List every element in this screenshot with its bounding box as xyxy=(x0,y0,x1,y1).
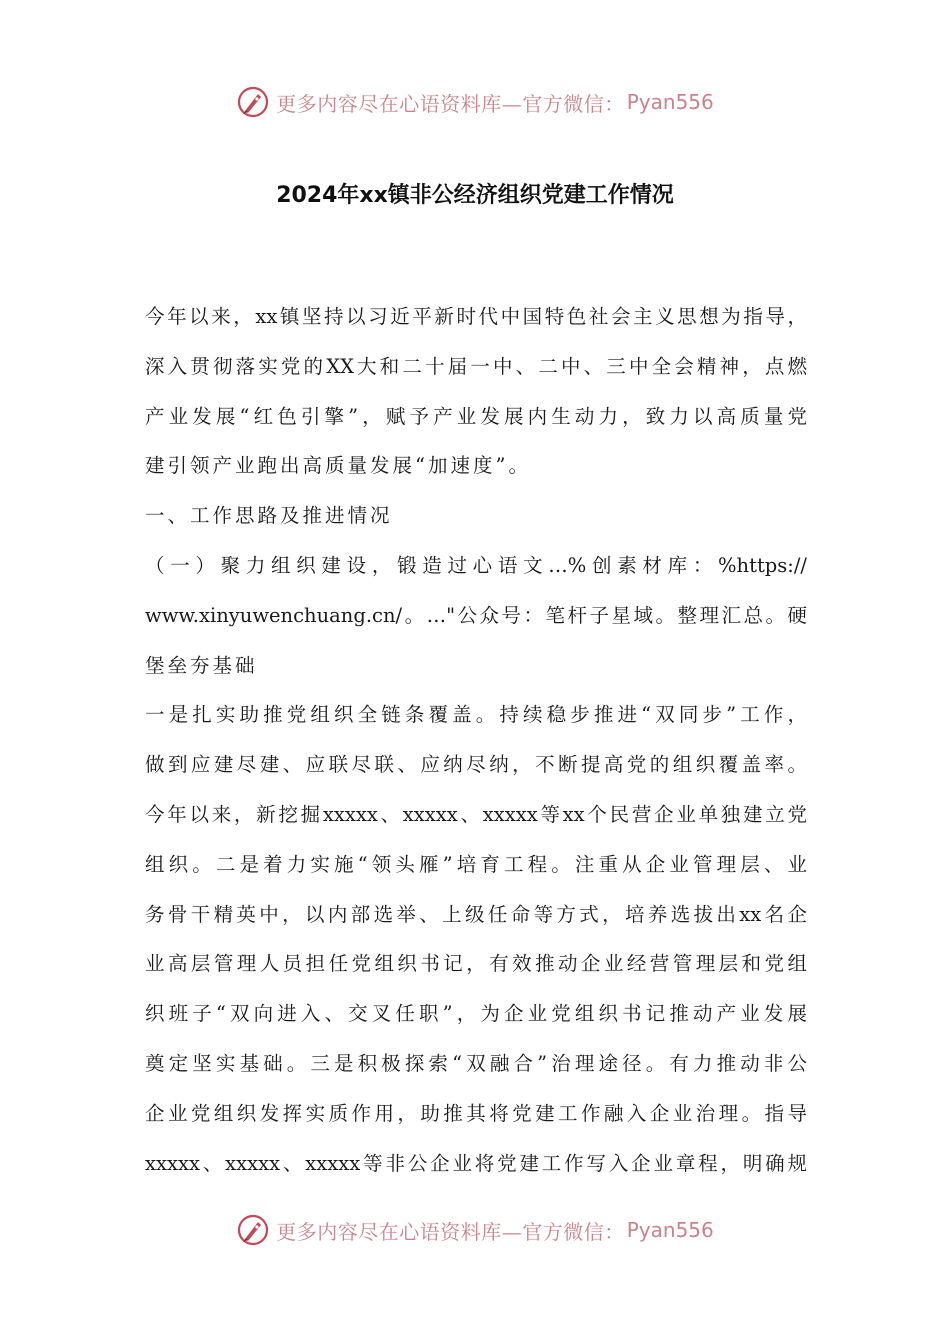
body-line: 一是扎实助推党组织全链条覆盖。持续稳步推进“双同步”工作， xyxy=(145,703,807,727)
pen-nib-logo-icon xyxy=(236,1213,270,1247)
body-line: 业高层管理人员担任党组织书记，有效推动企业经营管理层和党组 xyxy=(145,952,807,976)
subsection-heading: www.xinyuwenchuang.cn/。…"公众号：笔杆子星域。整理汇总。硬 xyxy=(145,603,807,627)
watermark-text: 更多内容尽在心语资料库—官方微信： xyxy=(276,91,625,116)
header-watermark xyxy=(0,80,950,124)
watermark-wechat-id: Pyan556 xyxy=(626,90,714,114)
body-line: 组织。二是着力实施“领头雁”培育工程。注重从企业管理层、业 xyxy=(145,852,807,876)
section-heading: 一、工作思路及推进情况 xyxy=(145,504,393,528)
subsection-heading: （一）聚力组织建设，锻造过心语文…%创素材库：%https:// xyxy=(145,553,807,577)
body-line: 建引领产业跑出高质量发展“加速度”。 xyxy=(145,454,531,478)
body-line: 企业党组织发挥实质作用，助推其将党建工作融入企业治理。指导 xyxy=(145,1101,807,1125)
watermark-wechat-id: Pyan556 xyxy=(626,1218,714,1242)
document-title: 2024年xx镇非公经济组织党建工作情况 xyxy=(276,183,674,208)
body-line: 深入贯彻落实党的XX大和二十届一中、二中、三中全会精神，点燃 xyxy=(145,354,807,378)
body-line: 务骨干精英中，以内部选举、上级任命等方式，培养选拔出xx名企 xyxy=(145,902,807,926)
document-body xyxy=(145,292,807,1188)
pen-nib-logo-icon xyxy=(236,85,270,119)
footer-watermark xyxy=(0,1208,950,1252)
body-line: 今年以来，xx镇坚持以习近平新时代中国特色社会主义思想为指导， xyxy=(145,305,807,328)
body-line: 奠定坚实基础。三是积极探索“双融合”治理途径。有力推动非公 xyxy=(145,1051,807,1075)
body-line: 产业发展“红色引擎”，赋予产业发展内生动力，致力以高质量党 xyxy=(145,404,807,428)
watermark-text: 更多内容尽在心语资料库—官方微信： xyxy=(276,1219,625,1244)
body-line: xxxxx、xxxxx、xxxxx等非公企业将党建工作写入企业章程，明确规 xyxy=(145,1151,807,1175)
body-line: 织班子“双向进入、交叉任职”，为企业党组织书记推动产业发展 xyxy=(145,1002,807,1026)
subsection-heading: 堡垒夯基础 xyxy=(145,653,258,677)
body-line: 做到应建尽建、应联尽联、应纳尽纳，不断提高党的组织覆盖率。 xyxy=(145,753,807,777)
body-line: 今年以来，新挖掘xxxxx、xxxxx、xxxxx等xx个民营企业单独建立党 xyxy=(145,802,807,826)
